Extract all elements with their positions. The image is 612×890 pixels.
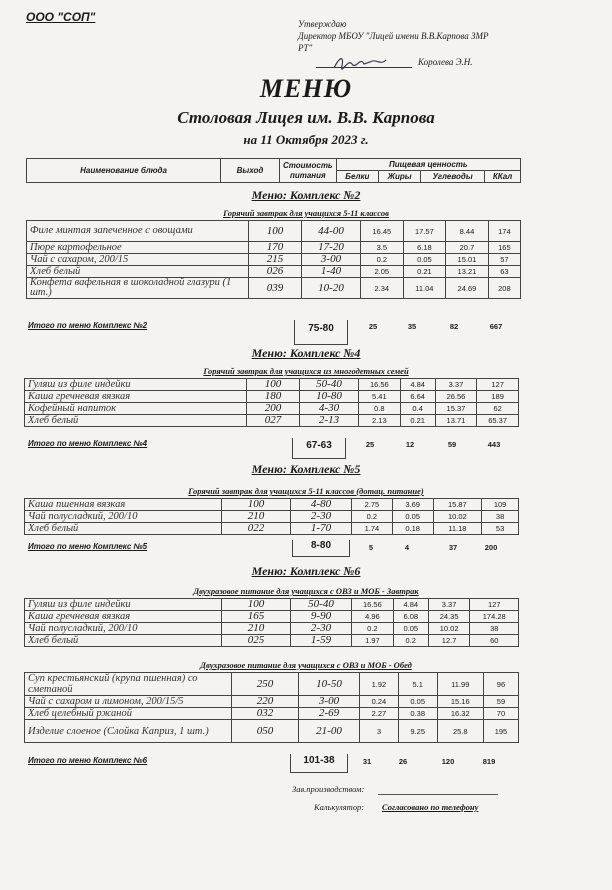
approve-position-cont: РТ" xyxy=(298,43,313,53)
total-fat-complex6: 26 xyxy=(398,757,408,766)
table-cell: 6.08 xyxy=(393,611,428,623)
total-cost-complex5: 8-80 xyxy=(292,540,350,557)
total-kcal-complex6: 819 xyxy=(482,757,496,766)
total-cost-complex2: 75-80 xyxy=(294,320,348,345)
table-cell: 100 xyxy=(249,221,302,242)
table-cell: 11.18 xyxy=(433,523,482,535)
table-cell: Суп крестьянский (крупа пшенная) со сметаной xyxy=(25,673,232,696)
table-cell: Гуляш из филе индейки xyxy=(25,379,247,391)
table-cell: 2-30 xyxy=(291,623,352,635)
table-row xyxy=(27,254,521,266)
table-cell: Филе минтая запеченное с овощами xyxy=(27,221,249,242)
table-cell: 0.4 xyxy=(400,403,435,415)
signature-icon xyxy=(330,52,390,74)
table-cell: Хлеб белый xyxy=(27,266,249,278)
table-row xyxy=(25,635,519,647)
table-cell: 174 xyxy=(488,221,520,242)
table-cell: 215 xyxy=(249,254,302,266)
table-cell: 13.71 xyxy=(435,415,477,427)
subtitle-complex6-lunch: Двухразовое питание для учащихся с ОВЗ и МОБ - Обед xyxy=(200,660,412,670)
table-cell: 220 xyxy=(232,696,299,708)
col-prot: Белки xyxy=(336,171,378,183)
total-cost-complex4: 67-63 xyxy=(292,438,346,459)
table-row xyxy=(25,708,519,720)
table-cell: 15.87 xyxy=(433,499,482,511)
col-out: Выход xyxy=(221,159,280,183)
section-title-complex5: Меню: Комплекс №5 xyxy=(251,462,361,476)
table-cell: Кофейный напиток xyxy=(25,403,247,415)
table-cell: 250 xyxy=(232,673,299,696)
table-cell: 8.44 xyxy=(446,221,489,242)
table-complex2 xyxy=(26,220,521,299)
table-cell: 4-80 xyxy=(291,499,352,511)
table-cell: 3-00 xyxy=(299,696,360,708)
table-cell: 200 xyxy=(247,403,300,415)
table-cell: 180 xyxy=(247,391,300,403)
total-prot-complex4: 25 xyxy=(365,440,375,449)
total-carb-complex6: 120 xyxy=(441,757,455,766)
approve-position: Директор МБОУ "Лицей имени В.В.Карпова ЗМР xyxy=(298,31,489,41)
table-cell: 170 xyxy=(249,242,302,254)
table-cell: 032 xyxy=(232,708,299,720)
table-cell: 5.41 xyxy=(359,391,401,403)
table-cell: Изделие слоеное (Слойка Каприз, 1 шт.) xyxy=(25,720,232,743)
footer-prod-label: Зав.производством: xyxy=(292,784,365,794)
table-cell: 0.38 xyxy=(398,708,437,720)
table-cell: 1-70 xyxy=(291,523,352,535)
table-cell: 100 xyxy=(222,499,291,511)
table-cell: Каша гречневая вязкая xyxy=(25,391,247,403)
table-cell: 70 xyxy=(483,708,518,720)
table-cell: 63 xyxy=(488,266,520,278)
table-cell: 50-40 xyxy=(300,379,359,391)
total-kcal-complex4: 443 xyxy=(487,440,501,449)
footer-calc-value: Согласовано по телефону xyxy=(382,802,479,812)
table-cell: 174.28 xyxy=(470,611,519,623)
total-label-complex5: Итого по меню Комплекс №5 xyxy=(28,542,148,551)
table-cell: 025 xyxy=(222,635,291,647)
table-cell: 189 xyxy=(477,391,519,403)
table-cell: 57 xyxy=(488,254,520,266)
subtitle-complex5: Горячий завтрак для учащихся 5-11 классов (дотац. питание) xyxy=(188,486,424,496)
total-label-complex6: Итого по меню Комплекс №6 xyxy=(28,756,148,765)
table-complex4 xyxy=(24,378,519,427)
table-cell: Каша пшенная вязкая xyxy=(25,499,222,511)
table-cell: 127 xyxy=(477,379,519,391)
col-fat: Жиры xyxy=(379,171,421,183)
table-cell: Конфета вафельная в шоколадной глазури (1 шт.) xyxy=(27,278,249,299)
table-cell: Чай полусладкий, 200/10 xyxy=(25,623,222,635)
table-cell: 109 xyxy=(482,499,519,511)
section-title-complex4: Меню: Комплекс №4 xyxy=(251,346,361,360)
total-label-complex2: Итого по меню Комплекс №2 xyxy=(28,321,148,330)
total-carb-complex2: 82 xyxy=(449,322,459,331)
table-cell: 2-13 xyxy=(300,415,359,427)
table-cell: 0.21 xyxy=(403,266,446,278)
table-cell: 100 xyxy=(222,599,291,611)
table-cell: 24.69 xyxy=(446,278,489,299)
section-title-complex2: Меню: Комплекс №2 xyxy=(251,188,361,202)
table-cell: Чай с сахаром, 200/15 xyxy=(27,254,249,266)
table-cell: 11.04 xyxy=(403,278,446,299)
total-fat-complex4: 12 xyxy=(405,440,415,449)
table-cell: Чай с сахаром и лимоном, 200/15/5 xyxy=(25,696,232,708)
table-row xyxy=(25,611,519,623)
table-cell: Гуляш из филе индейки xyxy=(25,599,222,611)
table-row xyxy=(27,221,521,242)
table-cell: Хлеб целебный ржаной xyxy=(25,708,232,720)
table-cell: 0.18 xyxy=(392,523,433,535)
table-row xyxy=(25,523,519,535)
total-kcal-complex2: 667 xyxy=(489,322,503,331)
table-cell: 2.13 xyxy=(359,415,401,427)
table-cell: 26.56 xyxy=(435,391,477,403)
total-prot-complex2: 25 xyxy=(368,322,378,331)
table-cell: 15.37 xyxy=(435,403,477,415)
approve-label: Утверждаю xyxy=(298,19,347,29)
table-cell: 165 xyxy=(222,611,291,623)
table-cell: 20.7 xyxy=(446,242,489,254)
table-cell: 208 xyxy=(488,278,520,299)
total-prot-complex5: 5 xyxy=(368,543,374,552)
total-cost-complex6: 101-38 xyxy=(290,754,348,773)
table-cell: 16.45 xyxy=(361,221,404,242)
subtitle-complex2: Горячий завтрак для учащихся 5-11 классов xyxy=(223,208,389,218)
table-cell: 1-59 xyxy=(291,635,352,647)
table-cell: 0.8 xyxy=(359,403,401,415)
table-cell: 44-00 xyxy=(302,221,361,242)
table-cell: 17.57 xyxy=(403,221,446,242)
total-fat-complex5: 4 xyxy=(404,543,410,552)
table-cell: 2.75 xyxy=(352,499,393,511)
table-cell: 5.1 xyxy=(398,673,437,696)
table-cell: 11.99 xyxy=(437,673,483,696)
table-cell: 195 xyxy=(483,720,518,743)
table-row xyxy=(27,266,521,278)
total-carb-complex5: 37 xyxy=(448,543,458,552)
table-cell: 4.84 xyxy=(400,379,435,391)
table-cell: 2.05 xyxy=(361,266,404,278)
table-cell: 210 xyxy=(222,623,291,635)
table-cell: Хлеб белый xyxy=(25,635,222,647)
table-cell: 0.24 xyxy=(360,696,399,708)
table-row xyxy=(27,242,521,254)
table-cell: 0.2 xyxy=(352,511,393,523)
table-cell: 0.05 xyxy=(398,696,437,708)
table-complex6-breakfast xyxy=(24,598,519,647)
table-row xyxy=(25,599,519,611)
table-cell: 3.5 xyxy=(361,242,404,254)
page-subtitle: Столовая Лицея им. В.В. Карпова xyxy=(177,108,435,127)
table-cell: 10-50 xyxy=(299,673,360,696)
total-prot-complex6: 31 xyxy=(362,757,372,766)
table-row xyxy=(25,391,519,403)
col-nutri: Пищевая ценность xyxy=(336,159,520,171)
table-cell: 25.8 xyxy=(437,720,483,743)
total-carb-complex4: 59 xyxy=(447,440,457,449)
col-kcal: ККал xyxy=(485,171,521,183)
table-cell: 13.21 xyxy=(446,266,489,278)
table-complex5 xyxy=(24,498,519,535)
table-cell: 3.69 xyxy=(392,499,433,511)
table-cell: 38 xyxy=(482,511,519,523)
table-cell: 12.7 xyxy=(428,635,470,647)
table-cell: 127 xyxy=(470,599,519,611)
table-cell: 1.97 xyxy=(352,635,394,647)
table-cell: 1-40 xyxy=(302,266,361,278)
table-cell: 10.02 xyxy=(433,511,482,523)
table-row xyxy=(25,720,519,743)
table-cell: 050 xyxy=(232,720,299,743)
table-row xyxy=(25,623,519,635)
col-carb: Углеводы xyxy=(421,171,485,183)
table-cell: 0.2 xyxy=(393,635,428,647)
table-row xyxy=(25,403,519,415)
footer-calc-label: Калькулятор: xyxy=(314,802,365,812)
table-cell: 38 xyxy=(470,623,519,635)
table-cell: Пюре картофельное xyxy=(27,242,249,254)
table-row xyxy=(25,696,519,708)
approver-name: Королева Э.Н. xyxy=(418,57,473,67)
table-cell: 9.25 xyxy=(398,720,437,743)
table-cell: 60 xyxy=(470,635,519,647)
table-row xyxy=(27,278,521,299)
table-cell: 10-80 xyxy=(300,391,359,403)
table-cell: 6.64 xyxy=(400,391,435,403)
table-cell: 210 xyxy=(222,511,291,523)
subtitle-complex6-breakfast: Двухразовое питание для учащихся с ОВЗ и МОБ - Завтрак xyxy=(193,586,419,596)
table-row xyxy=(25,511,519,523)
table-cell: 0.05 xyxy=(393,623,428,635)
table-cell: 53 xyxy=(482,523,519,535)
subtitle-complex4: Горячий завтрак для учащихся из многодетных семей xyxy=(203,366,409,376)
footer-prod-line xyxy=(378,794,498,795)
table-row xyxy=(25,499,519,511)
table-cell: 2-30 xyxy=(291,511,352,523)
table-cell: 0.21 xyxy=(400,415,435,427)
table-cell: 16.56 xyxy=(352,599,394,611)
table-cell: 4.84 xyxy=(393,599,428,611)
table-cell: 59 xyxy=(483,696,518,708)
total-kcal-complex5: 200 xyxy=(484,543,498,552)
page-title: МЕНЮ xyxy=(259,74,353,103)
table-cell: 3.37 xyxy=(435,379,477,391)
table-cell: 2-69 xyxy=(299,708,360,720)
col-name: Наименование блюда xyxy=(27,159,221,183)
total-label-complex4: Итого по меню Комплекс №4 xyxy=(28,439,148,448)
table-cell: 96 xyxy=(483,673,518,696)
table-cell: Каша гречневая вязкая xyxy=(25,611,222,623)
table-cell: 0.05 xyxy=(392,511,433,523)
table-cell: 3 xyxy=(360,720,399,743)
table-cell: 16.32 xyxy=(437,708,483,720)
table-cell: 026 xyxy=(249,266,302,278)
table-cell: 3.37 xyxy=(428,599,470,611)
table-cell: Чай полусладкий, 200/10 xyxy=(25,511,222,523)
table-row xyxy=(25,379,519,391)
table-cell: 039 xyxy=(249,278,302,299)
table-cell: 24.35 xyxy=(428,611,470,623)
table-cell: 17-20 xyxy=(302,242,361,254)
org-name: ООО "СОП" xyxy=(26,10,96,24)
table-cell: 4.96 xyxy=(352,611,394,623)
table-cell: 9-90 xyxy=(291,611,352,623)
table-cell: 0.05 xyxy=(403,254,446,266)
page-date: на 11 Октября 2023 г. xyxy=(243,132,369,147)
table-cell: 6.18 xyxy=(403,242,446,254)
table-cell: 21-00 xyxy=(299,720,360,743)
table-cell: 65.37 xyxy=(477,415,519,427)
table-cell: Хлеб белый xyxy=(25,523,222,535)
table-cell: 15.01 xyxy=(446,254,489,266)
table-cell: 4-30 xyxy=(300,403,359,415)
table-row xyxy=(25,415,519,427)
table-cell: 2.27 xyxy=(360,708,399,720)
table-cell: 0.2 xyxy=(352,623,394,635)
table-row xyxy=(25,673,519,696)
table-cell: 2.34 xyxy=(361,278,404,299)
table-cell: 62 xyxy=(477,403,519,415)
table-cell: 3-00 xyxy=(302,254,361,266)
table-cell: 165 xyxy=(488,242,520,254)
table-cell: 10-20 xyxy=(302,278,361,299)
total-fat-complex2: 35 xyxy=(407,322,417,331)
table-cell: 16.56 xyxy=(359,379,401,391)
table-cell: 100 xyxy=(247,379,300,391)
col-cost: Стоимость питания xyxy=(280,159,337,183)
table-cell: 1.74 xyxy=(352,523,393,535)
table-cell: 50-40 xyxy=(291,599,352,611)
table-cell: 10.02 xyxy=(428,623,470,635)
table-cell: 15.16 xyxy=(437,696,483,708)
section-title-complex6: Меню: Комплекс №6 xyxy=(251,564,361,578)
table-cell: 0.2 xyxy=(361,254,404,266)
table-cell: 1.92 xyxy=(360,673,399,696)
table-cell: Хлеб белый xyxy=(25,415,247,427)
table-cell: 027 xyxy=(247,415,300,427)
table-cell: 022 xyxy=(222,523,291,535)
column-header-table xyxy=(26,158,521,183)
table-complex6-lunch xyxy=(24,672,519,743)
